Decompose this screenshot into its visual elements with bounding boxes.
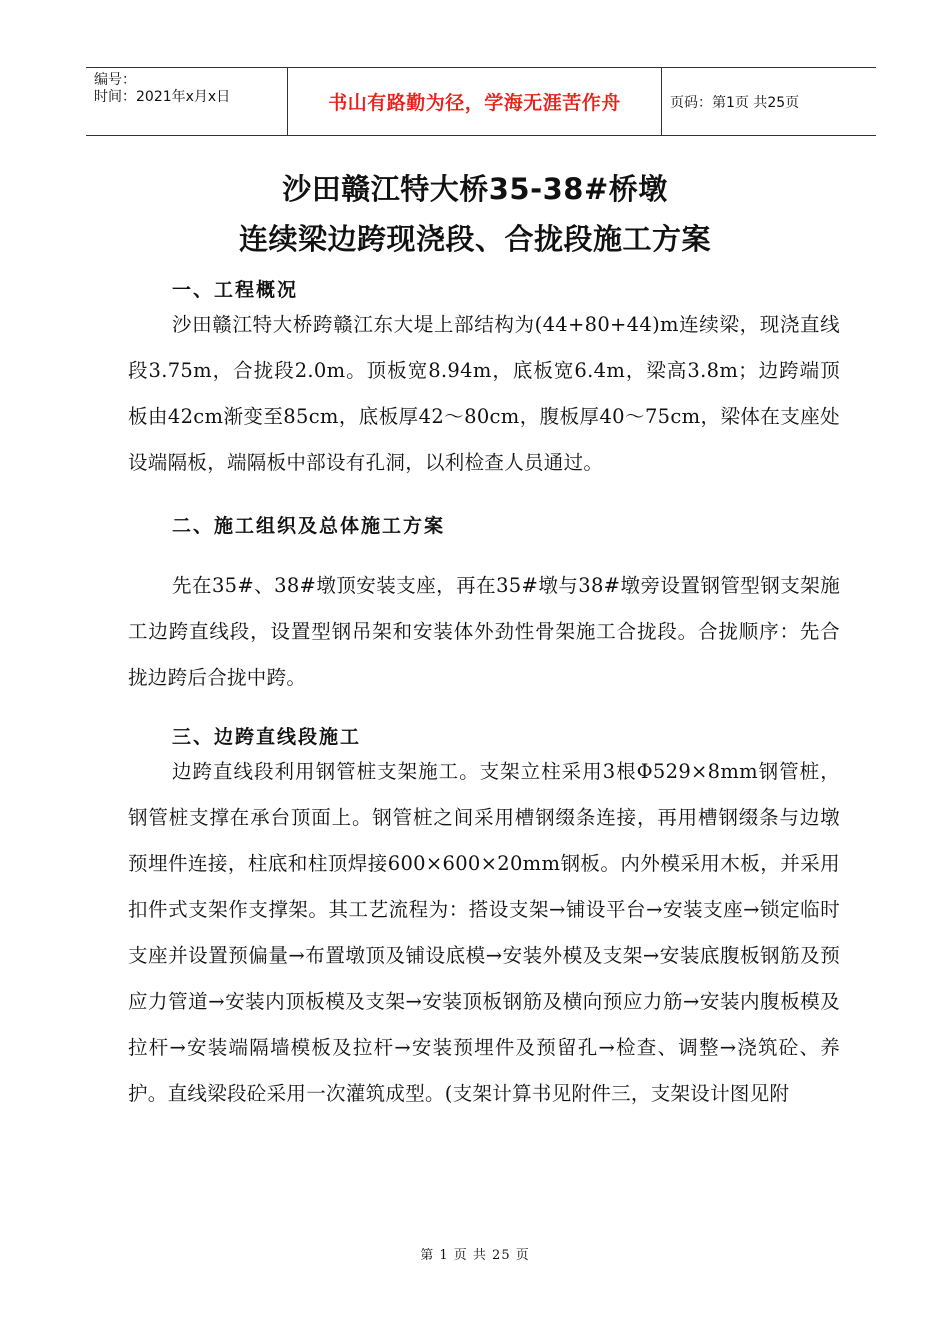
header-motto: 书山有路勤为径，学海无涯苦作舟 [288,68,662,135]
header-time-label: 时间：2021年x月x日 [94,89,231,105]
section-text-side-span: 边跨直线段利用钢管桩支架施工。支架立柱采用3根Φ529×8mm钢管桩，钢管桩支撑在承台顶面上。钢管桩之间采用槽钢缀条连接，再用槽钢缀条与边墩预埋件连接，柱底和柱顶焊接600×600×20mm钢板。内外模采用木板，并采用扣件式支架作支撑架。其工艺流程为：搭设支架→铺设平台→安装支座→锁定临时支座并设置预偏量→布置墩顶及铺设底模→安装外模及支架→安装底腹板钢筋及预应力管道→安装内顶板模及支架→安装顶板钢筋及横向预应力筋→安装内腹板模及拉杆→安装端隔墙模板及拉杆→安装预埋件及预留孔→检查、调整→浇筑砼、养护。直线梁段砼采用一次灌筑成型。(支架计算书见附件三，支架设计图见附 [128,760,840,1105]
header-page-info: 页码：第1页 共25页 [670,94,800,111]
section-heading-organization: 二、施工组织及总体施工方案 [172,515,446,537]
page-footer: 第 1 页 共 25 页 [420,1248,530,1263]
section-heading-overview: 一、工程概况 [172,279,299,301]
section-heading-side-span: 三、边跨直线段施工 [172,726,362,748]
page-header [86,67,876,136]
section-text-organization: 先在35#、38#墩顶安装支座，再在35#墩与38#墩旁设置钢管型钢支架施工边跨直线段，设置型钢吊架和安装体外劲性骨架施工合拢段。合拢顺序：先合拢边跨后合拢中跨。 [128,574,840,689]
header-meta [86,68,288,135]
section-text-overview: 沙田赣江特大桥跨赣江东大堤上部结构为(44+80+44)m连续梁，现浇直线段3.75m，合拢段2.0m。顶板宽8.94m，底板宽6.4m，梁高3.8m；边跨端顶板由42cm渐变至85cm，底板厚42～80cm，腹板厚40～75cm，梁体在支座处设端隔板，端隔板中部设有孔洞，以利检查人员通过。 [128,313,840,474]
document-title-line2: 连续梁边跨现浇段、合拢段施工方案 [238,222,711,256]
document-title-line1: 沙田赣江特大桥35-38#桥墩 [282,172,668,206]
header-code-label: 编号： [94,72,136,88]
